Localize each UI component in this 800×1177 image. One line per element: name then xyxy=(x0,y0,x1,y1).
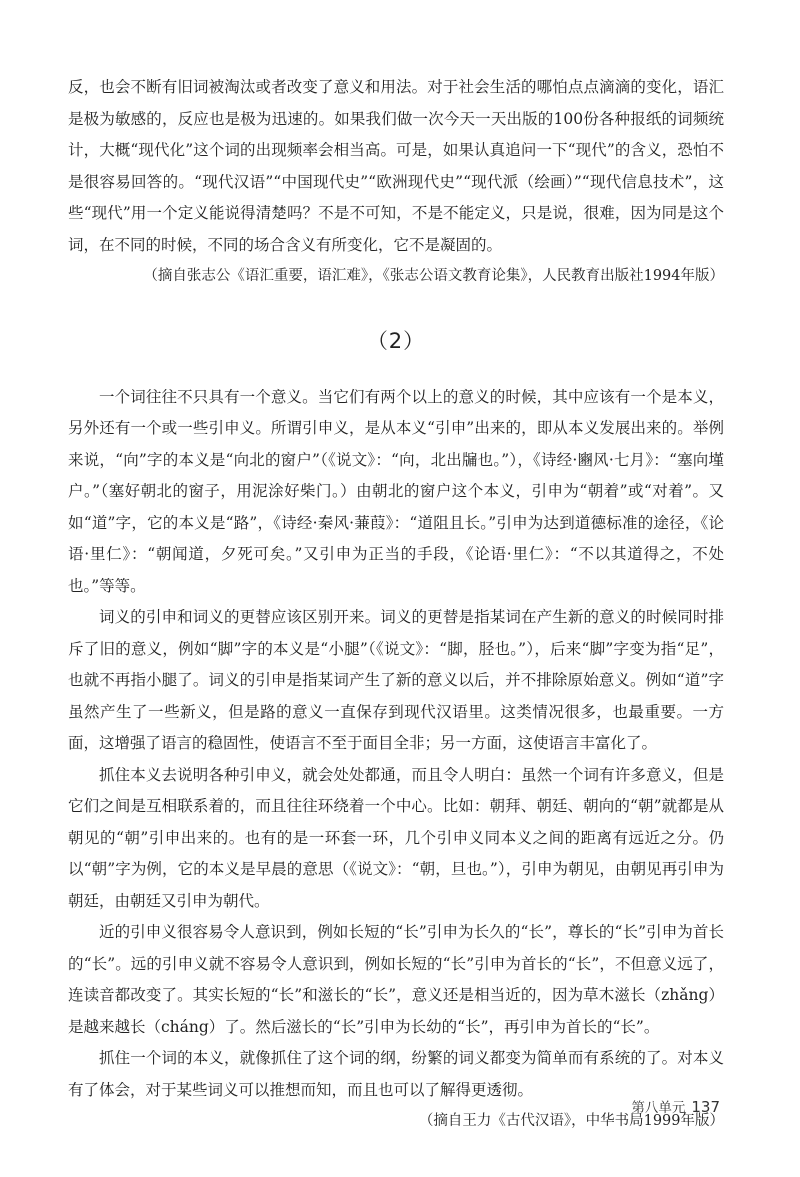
section2-paragraph-1: 一个词往往不只具有一个意义。当它们有两个以上的意义的时候，其中应该有一个是本义，另外还有一个或一些引申义。所谓引申义，是从本义“引申”出来的，即从本义发展出来的。举例来说，“向”字的本义是“向北的窗户”（《说文》：“向，北出牖也。”），《诗经·豳风·七月》：“塞向墐户。”（塞好朝北的窗子，用泥涂好柴门。）由朝北的窗户这个本义，引申为“朝着”或“对着”。又如“道”字，它的本义是“路”，《诗经·秦风·蒹葭》：“道阻且长。”引申为达到道德标准的途径，《论语·里仁》：“朝闻道，夕死可矣。”又引申为正当的手段，《论语·里仁》：“不以其道得之，不处也。”等等。 xyxy=(68,387,724,595)
unit-label: 第八单元 xyxy=(631,1100,686,1116)
section2-paragraph-4: 近的引申义很容易令人意识到，例如长短的“长”引申为长久的“长”，尊长的“长”引申为首长的“长”。远的引申义就不容易令人意识到，例如长短的“长”引申为首长的“长”，不但意义远了，连读音都改变了。其实长短的“长”和滋长的“长”，意义还是相当近的，因为草木滋长（zhǎng）是越来越长（cháng）了。然后滋长的“长”引申为长幼的“长”，再引申为首长的“长”。 xyxy=(68,923,724,1036)
section1-source-citation: （摘自张志公《语汇重要，语汇难》，《张志公语文教育论集》，人民教育出版社1994年版） xyxy=(143,268,724,284)
section2-heading: （2） xyxy=(366,328,426,353)
page-footer xyxy=(631,1096,720,1116)
section2-source-citation: （摘自王力《古代汉语》，中华书局1999年版） xyxy=(418,1113,724,1129)
section2-paragraph-5: 抓住一个词的本义，就像抓住了这个词的纲，纷繁的词义都变为简单而有系统的了。对本义有了体会，对于某些词义可以推想而知，而且也可以了解得更透彻。 xyxy=(68,1049,724,1099)
page-number: 137 xyxy=(691,1098,720,1116)
section2-paragraph-2: 词义的引申和词义的更替应该区别开来。词义的更替是指某词在产生新的意义的时候同时排斥了旧的意义，例如“脚”字的本义是“小腿”（《说文》：“脚，胫也。”），后来“脚”字变为指“足”，也就不再指小腿了。词义的引申是指某词产生了新的意义以后，并不排除原始意义。例如“道”字虽然产生了一些新义，但是路的意义一直保存到现代汉语里。这类情况很多，也最重要。一方面，这增强了语言的稳固性，使语言不至于面目全非；另一方面，这使语言丰富化了。 xyxy=(68,608,724,752)
section1-continuation-paragraph: 反，也会不断有旧词被淘汰或者改变了意义和用法。对于社会生活的哪怕点点滴滴的变化，语汇是极为敏感的，反应也是极为迅速的。如果我们做一次今天一天出版的100份各种报纸的词频统计，大概“现代化”这个词的出现频率会相当高。可是，如果认真追问一下“现代”的含义，恐怕不是很容易回答的。“现代汉语”“中国现代史”“欧洲现代史”“现代派（绘画）”“现代信息技术”，这些“现代”用一个定义能说得清楚吗？不是不可知，不是不能定义，只是说，很难，因为同是这个词，在不同的时候，不同的场合含义有所变化，它不是凝固的。 xyxy=(68,78,724,254)
section2-paragraph-3: 抓住本义去说明各种引申义，就会处处都通，而且令人明白：虽然一个词有许多意义，但是它们之间是互相联系着的，而且往往环绕着一个中心。比如：朝拜、朝廷、朝向的“朝”就都是从朝见的“朝”引申出来的。也有的是一环套一环，几个引申义同本义之间的距离有远近之分。仍以“朝”字为例，它的本义是早晨的意思（《说文》：“朝，旦也。”），引申为朝见，由朝见再引申为朝廷，由朝廷又引申为朝代。 xyxy=(68,765,724,910)
page-content xyxy=(68,72,724,1138)
